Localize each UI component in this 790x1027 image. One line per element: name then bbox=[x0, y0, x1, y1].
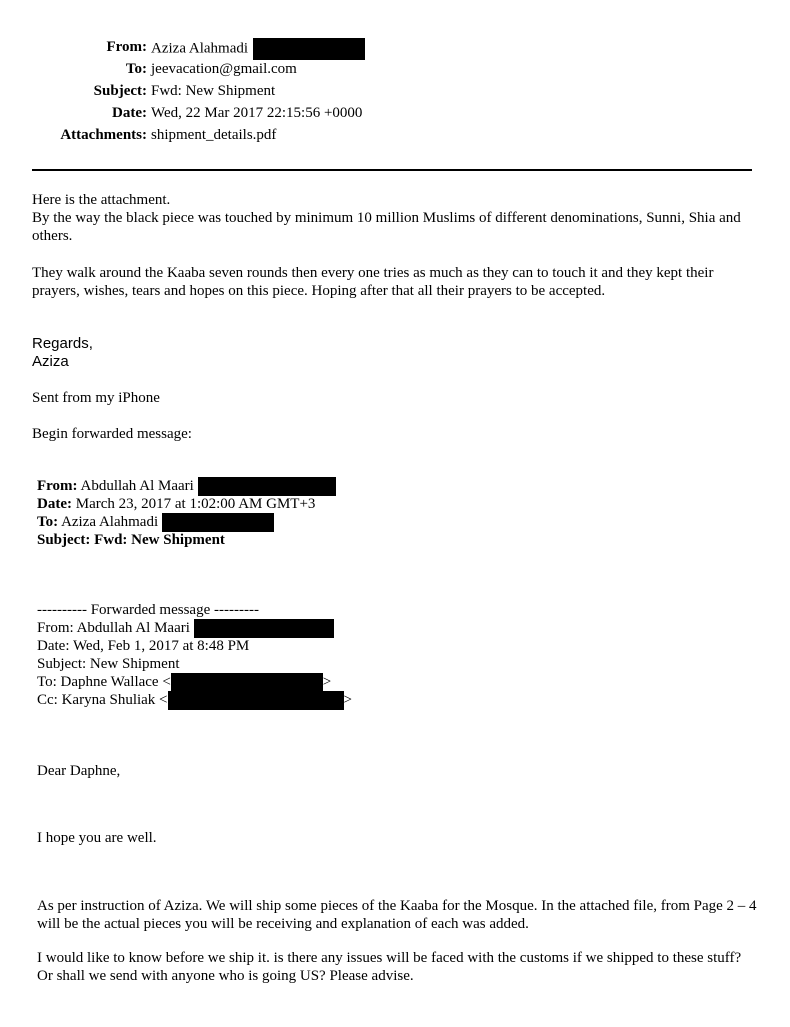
header-from-row bbox=[0, 38, 790, 60]
date-value: Wed, 22 Mar 2017 22:15:56 +0000 bbox=[151, 105, 363, 121]
to-label: To: bbox=[125, 61, 147, 77]
header-date-row bbox=[0, 104, 790, 126]
from-label: From: bbox=[106, 39, 147, 55]
fwd2-cc-row bbox=[37, 691, 757, 709]
fwd2-cc: Cc: Karyna Shuliak < bbox=[37, 692, 168, 708]
date-label: Date: bbox=[112, 105, 147, 121]
message-body bbox=[32, 191, 752, 245]
from-name: Aziza Alahmadi bbox=[151, 40, 249, 57]
fwd2-paragraph-2: I would like to know before we ship it. is there any issues will be faced with the customs if we shipped to these stuff? Or shall we send with anyone who is going US? Please advise. bbox=[37, 950, 742, 984]
body-paragraph-1: By the way the black piece was touched by minimum 10 million Muslims of different denominations, Sunni, Shia and others. bbox=[32, 210, 741, 244]
fwd1-date-label: Date: bbox=[37, 496, 72, 512]
redaction-box bbox=[168, 691, 344, 710]
redaction-box bbox=[171, 673, 323, 692]
attachment-file[interactable]: shipment_details.pdf bbox=[151, 127, 277, 143]
fwd1-subject-value: Fwd: New Shipment bbox=[94, 532, 225, 548]
fwd2-to-row bbox=[37, 673, 757, 691]
greeting-text: Dear Daphne, bbox=[37, 763, 121, 779]
fwd2-subject: Subject: New Shipment bbox=[37, 656, 180, 672]
begin-forwarded-text: Begin forwarded message: bbox=[32, 426, 192, 442]
header-subject-row bbox=[0, 82, 790, 104]
sent-from-text: Sent from my iPhone bbox=[32, 390, 160, 406]
fwd1-to-row bbox=[37, 513, 757, 531]
fwd1-to-value: Aziza Alahmadi bbox=[61, 514, 159, 530]
regards-text: Regards, bbox=[32, 335, 93, 352]
fwd2-to: To: Daphne Wallace < bbox=[37, 674, 171, 690]
redaction-box bbox=[162, 513, 274, 532]
attachments-label: Attachments: bbox=[60, 127, 147, 143]
fwd1-subject-label: Subject: bbox=[37, 532, 91, 548]
fwd1-subject-row bbox=[37, 531, 757, 549]
fwd2-cc-close: > bbox=[343, 692, 352, 708]
signature-name: Aziza bbox=[32, 353, 69, 370]
subject-value: Fwd: New Shipment bbox=[151, 83, 276, 99]
redaction-box bbox=[253, 38, 365, 60]
email-header bbox=[0, 38, 790, 148]
subject-label: Subject: bbox=[93, 83, 147, 99]
fwd1-from-value: Abdullah Al Maari bbox=[80, 478, 194, 494]
forward-header-2 bbox=[37, 601, 757, 709]
header-attachments-row bbox=[0, 126, 790, 148]
body-paragraph-2-block bbox=[32, 264, 752, 300]
hope-text: I hope you are well. bbox=[37, 830, 157, 846]
signature-block bbox=[32, 335, 752, 371]
fwd2-divider: ---------- Forwarded message --------- bbox=[37, 602, 259, 618]
from-value bbox=[151, 38, 365, 60]
fwd2-from: From: Abdullah Al Maari bbox=[37, 620, 190, 636]
fwd1-date-row bbox=[37, 495, 757, 513]
fwd1-to-label: To: bbox=[37, 514, 59, 530]
fwd1-from-label: From: bbox=[37, 478, 78, 494]
header-divider bbox=[32, 169, 752, 171]
header-to-row bbox=[0, 60, 790, 82]
fwd2-paragraph-1: As per instruction of Aziza. We will ship some pieces of the Kaaba for the Mosque. In the attached file, from Page 2 – 4 will be the actual pieces you will be receiving and explanation of each was added. bbox=[37, 898, 757, 932]
to-value: jeevacation@gmail.com bbox=[151, 61, 297, 77]
fwd1-date-value: March 23, 2017 at 1:02:00 AM GMT+3 bbox=[75, 496, 316, 512]
fwd2-date: Date: Wed, Feb 1, 2017 at 8:48 PM bbox=[37, 638, 250, 654]
body-paragraph-2: They walk around the Kaaba seven rounds then every one tries as much as they can to touch it and they kept their prayers, wishes, tears and hopes on this piece. Hoping after that all their prayers to be accepted. bbox=[32, 265, 714, 299]
redaction-box bbox=[194, 619, 334, 638]
forward-header-1 bbox=[37, 477, 757, 549]
fwd1-from-row bbox=[37, 477, 757, 495]
fwd2-to-close: > bbox=[322, 674, 332, 690]
fwd2-from-row bbox=[37, 619, 757, 637]
redaction-box bbox=[198, 477, 336, 496]
body-line-attachment: Here is the attachment. bbox=[32, 192, 171, 208]
